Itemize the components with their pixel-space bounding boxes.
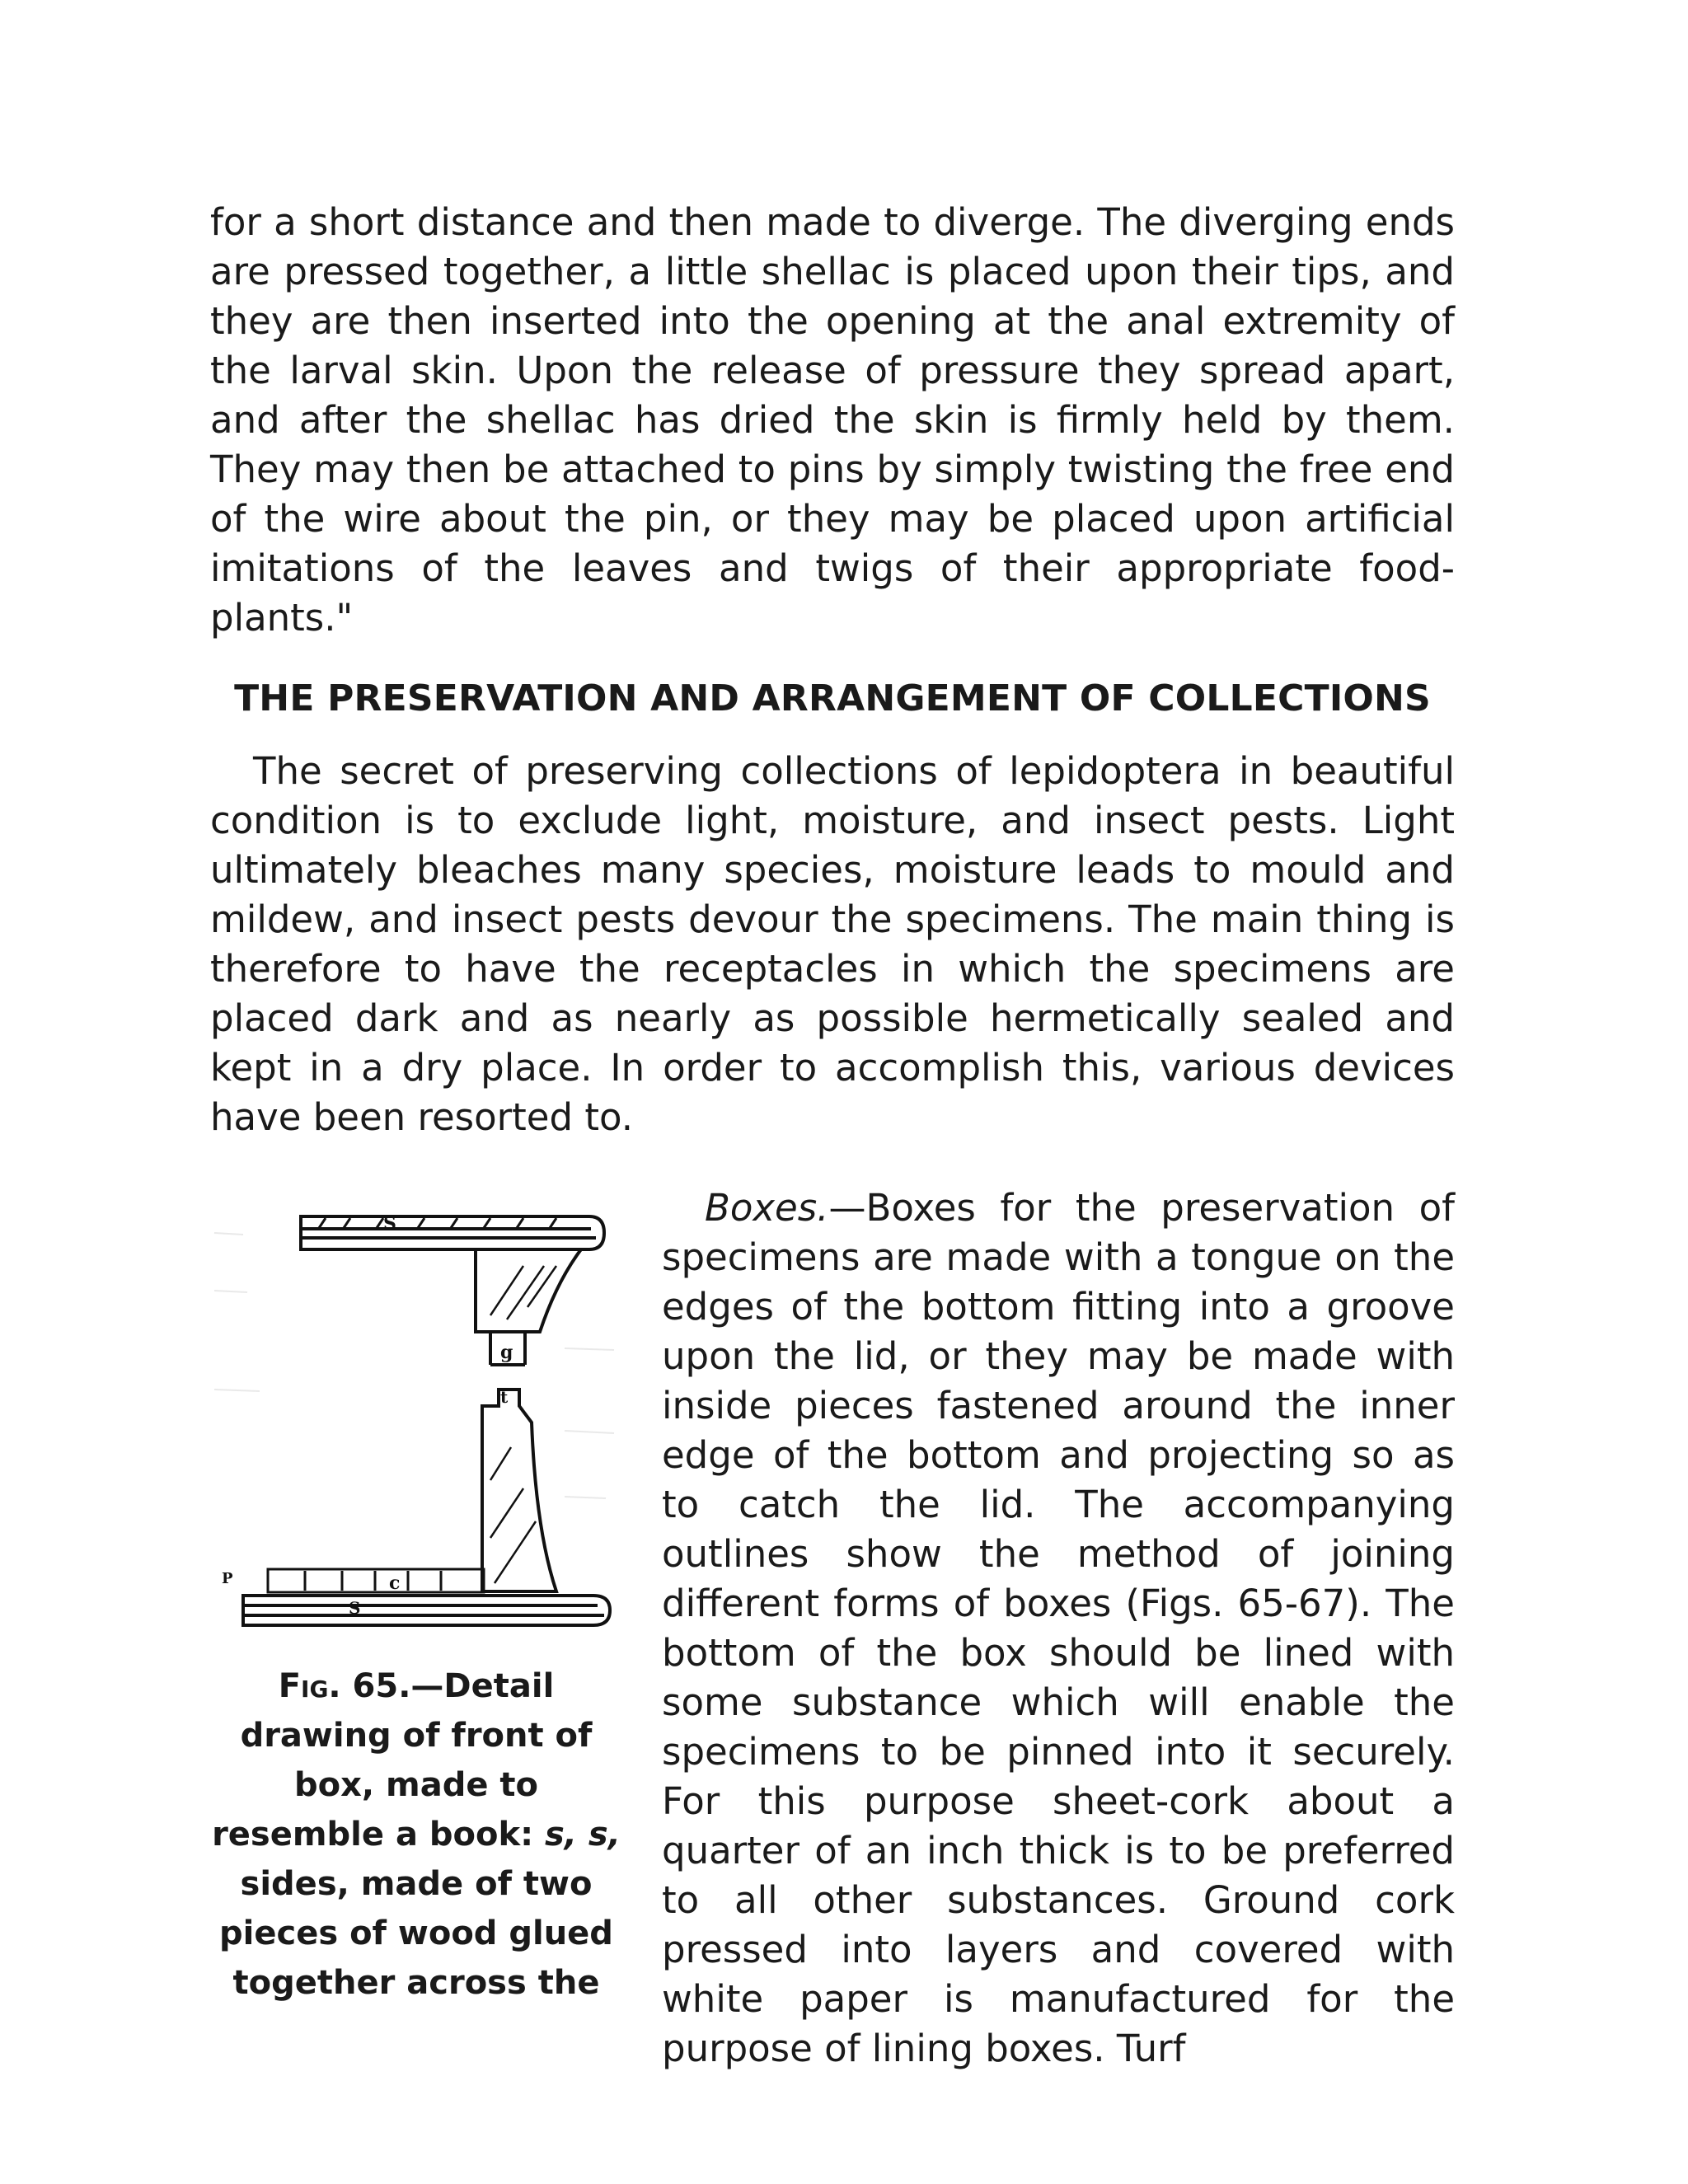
bleed-through-texture: [214, 1233, 614, 1498]
lower-side-piece: [482, 1390, 556, 1591]
boxes-paragraph: [662, 1183, 1455, 2074]
upper-side-piece: [476, 1249, 581, 1365]
figure-65: [210, 1183, 622, 2008]
figure-caption: [210, 1661, 622, 2008]
lid-plank: [301, 1216, 604, 1249]
label-g: g: [500, 1342, 513, 1363]
page-content: [210, 198, 1455, 2070]
label-p: P: [222, 1570, 233, 1587]
section-paragraph: The secret of preserving collections of lepidoptera in beautiful condition is to exclude light, moisture, and insect pests. Light ultimately bleaches many species, moisture leads to mould and mildew, and insect pests devour the specimens. The main thing is therefore to have the receptacles in which the specimens are placed dark and as nearly as possible hermetically sealed and kept in a dry place. In order to accomplish this, various devices have been resorted to.: [210, 749, 1455, 1139]
bottom-plank: [243, 1596, 610, 1625]
label-c: c: [389, 1572, 401, 1594]
box-detail-drawing: [210, 1183, 622, 1645]
boxes-text: —Boxes for the preservation of specimens are made with a tongue on the edges of the bottom fitting into a groove upon the lid, or they may be made with inside pieces fastened around the inner edge of the bottom and projecting so as to catch the lid. The accompanying outlines show the method of joining different forms of boxes (Figs. 65-67). The bottom of the box should be lined with some substance which will enable the specimens to be pinned into it securely. For this purpose sheet-cork about a quarter of an inch thick is to be preferred to all other substances. Ground cork pressed into layers and covered with white paper is manufactured for the purpose of lining boxes. Turf: [662, 1186, 1455, 2070]
top-paragraph: for a short distance and then made to diverge. The diverging ends are pressed together, a little shellac is placed upon their tips, and they are then inserted into the opening at the anal extremity of the larval skin. Upon the release of pressure they spread apart, and after the shellac has dried the skin is firmly held by them. They may then be attached to pins by simply twisting the free end of the wire about the pin, or they may be placed upon artificial imitations of the leaves and twigs of their appropriate food-plants.": [210, 200, 1455, 640]
caption-part2: sides, made of two pieces of wood glued together across the: [219, 1865, 613, 2002]
cork-layer: [268, 1569, 484, 1592]
label-s-bottom: S: [349, 1598, 361, 1618]
label-t: t: [500, 1387, 509, 1407]
boxes-column: [662, 1183, 1455, 2074]
label-s-top: S: [383, 1213, 396, 1235]
section-heading: THE PRESERVATION AND ARRANGEMENT OF COLLECTIONS: [234, 677, 1431, 719]
caption-prefix: Fig. 65.: [278, 1667, 411, 1705]
caption-italic: s, s,: [544, 1816, 621, 1854]
boxes-lead: Boxes.: [705, 1186, 829, 1230]
caption-part1: —Detail drawing of front of box, made to resemble a book:: [212, 1667, 593, 1854]
figure-and-text: [210, 1183, 1455, 2070]
